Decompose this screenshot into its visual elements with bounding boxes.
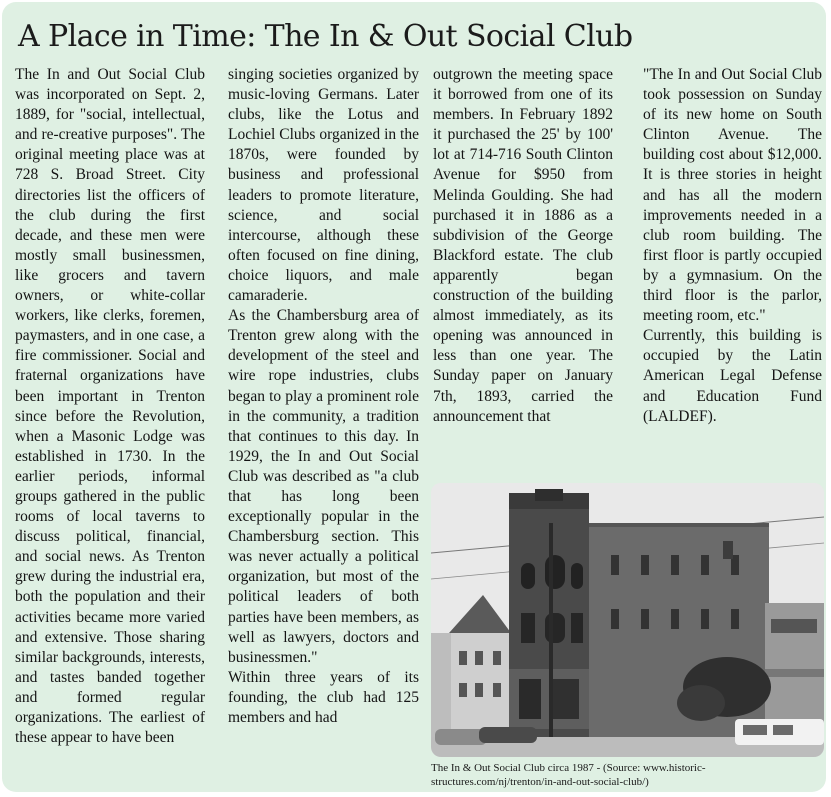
paragraph: The In and Out Social Club was incorporated on Sept. 2, 1889, for "social, intellectual, and re-creative purposes". The original meeting place was at 728 S. Broad Street. City directories list the officers of the club during the first decade, and these men were mostly small businessmen, like grocers and tavern owners, or white-collar workers, like clerks, foremen, paymasters, and in one case, a fire commissioner. Social and fraternal organizations have been important in Trenton since before the Revolution, when a Masonic Lodge was established in 1730. In the earlier periods, informal groups gathered in the public rooms of local taverns to discuss political, financial, and social news. As Trenton grew during the industrial era, both the population and their activities became more varied and extensive. Those sharing similar backgrounds, interests, and tastes banded together and formed regular organizations. The earliest of these appear to have been <box>15 66 205 747</box>
article-title: A Place in Time: The In & Out Social Club <box>18 19 633 54</box>
photo-caption: The In & Out Social Club circa 1987 - (Source: www.historic-structures.com/nj/trenton/in-and-out-social-club/) <box>431 762 706 788</box>
text-column-1 <box>15 65 205 748</box>
text-column-2 <box>228 65 419 728</box>
club-building-photo <box>431 483 824 757</box>
text-column-4 <box>643 65 822 427</box>
paragraph: "The In and Out Social Club took possession on Sunday of its new home on South Clinton Avenue. The building cost about $12,000. It is three stories in height and has all the modern improvements needed in a club room building. The first floor is partly occupied by a gymnasium. On the third floor is the parlor, meeting room, etc." <box>643 66 822 325</box>
paragraph: singing societies organized by music-loving Germans. Later clubs, like the Lotus and Lochiel Clubs organized in the 1870s, were founded by business and professional leaders to promote literature, science, and social intercourse, although these often focused on fine dining, choice liquors, and male camaraderie. <box>228 66 419 305</box>
text-column-3 <box>433 65 613 427</box>
paragraph: Within three years of its founding, the club had 125 members and had <box>228 668 419 726</box>
paragraph: outgrown the meeting space it borrowed from one of its members. In February 1892 it purchased the 25' by 100' lot at 714-716 South Clinton Avenue for $950 from Melinda Goulding. She had purchased it in 1886 as a subdivision of the George Blackford estate. The club apparently began construction of the building almost immediately, as its opening was announced in less than one year. The Sunday paper on January 7th, 1893, carried the announcement that <box>433 66 613 425</box>
paragraph: Currently, this building is occupied by the Latin American Legal Defense and Education Fund (LALDEF). <box>643 327 822 425</box>
paragraph: As the Chambersburg area of Trenton grew along with the development of the steel and wire rope industries, clubs began to play a prominent role in the community, a tradition that continues to this day. In 1929, the In and Out Social Club was described as "a club that has long been exceptionally popular in the Chambersburg section. This was never actually a political organization, but most of the political leaders of both parties have been members, as well as lawyers, doctors and businessmen." <box>228 307 419 666</box>
article-panel <box>2 2 826 792</box>
